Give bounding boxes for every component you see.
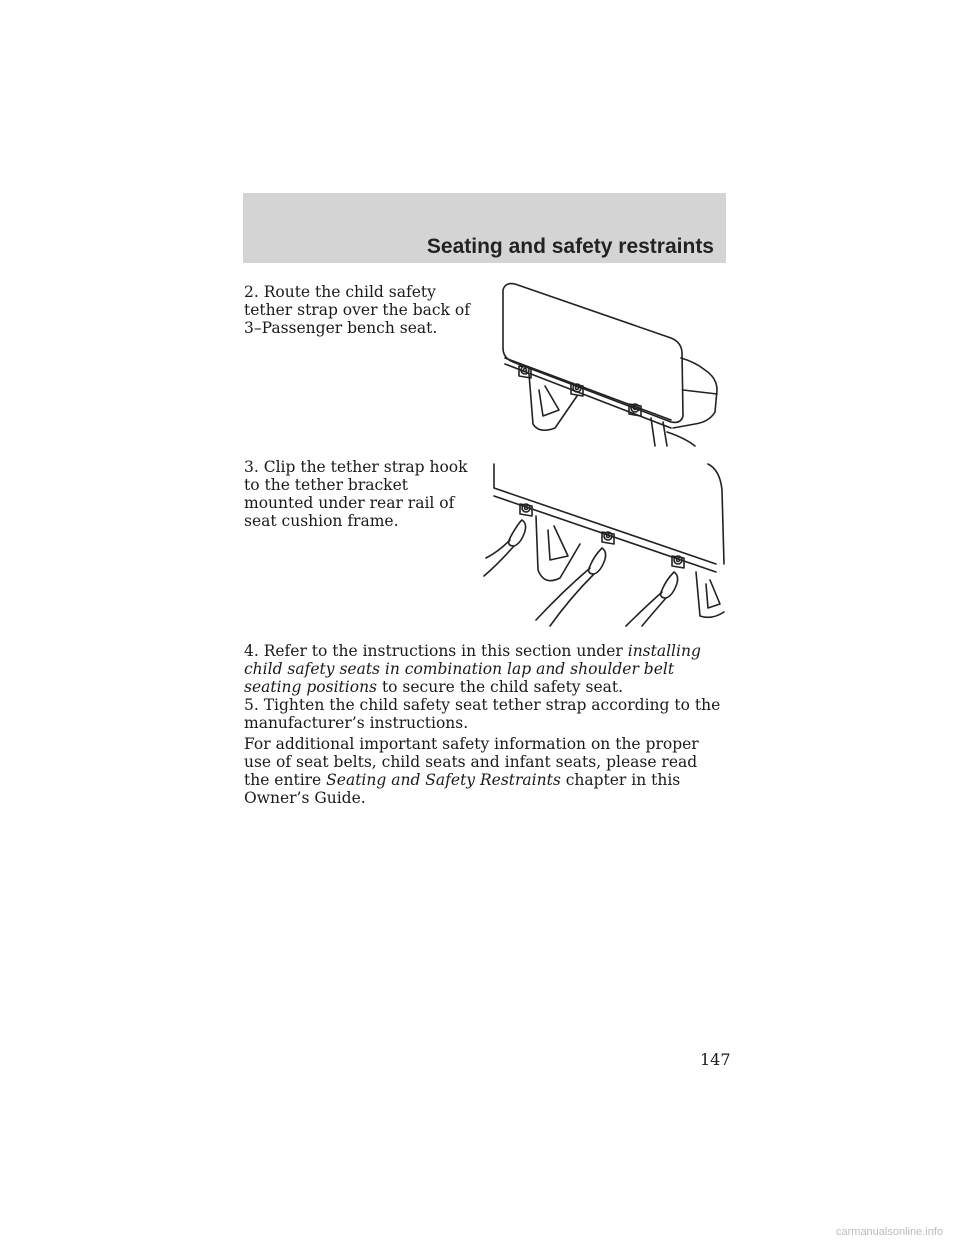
step-4-text [244, 642, 726, 696]
safety-note-end: chapter in this Owner’s Guide. [244, 771, 681, 807]
step-3-text: 3. Clip the tether strap hook to the tether bracket mounted under rear rail of seat cushion frame. [244, 458, 468, 530]
step-5-text: 5. Tighten the child safety seat tether strap according to the manufacturer’s instructions. [244, 696, 721, 732]
safety-note-chapter-reference: Seating and Safety Restraints [326, 771, 561, 789]
safety-note-text [244, 735, 726, 807]
step-2-text: 2. Route the child safety tether strap over the back of 3–Passenger bench seat. [244, 283, 470, 337]
safety-note-start: For additional important safety information on the proper use of seat belts, child seats and infant seats, please read the entire [244, 735, 699, 789]
section-title: Seating and safety restraints [426, 235, 714, 258]
step-4-link-reference: installing child safety seats in combination lap and shoulder belt seating positions [244, 642, 701, 696]
bench-seat-illustration [495, 278, 727, 448]
page-number: 147 [700, 1050, 731, 1069]
tether-hook-illustration [480, 460, 730, 628]
step-4-text-end: to secure the child safety seat. [377, 678, 624, 696]
step-4-text-start: 4. Refer to the instructions in this section under [244, 642, 628, 660]
section-header-band [243, 193, 726, 263]
watermark: carmanualsonline.info [836, 1226, 944, 1238]
